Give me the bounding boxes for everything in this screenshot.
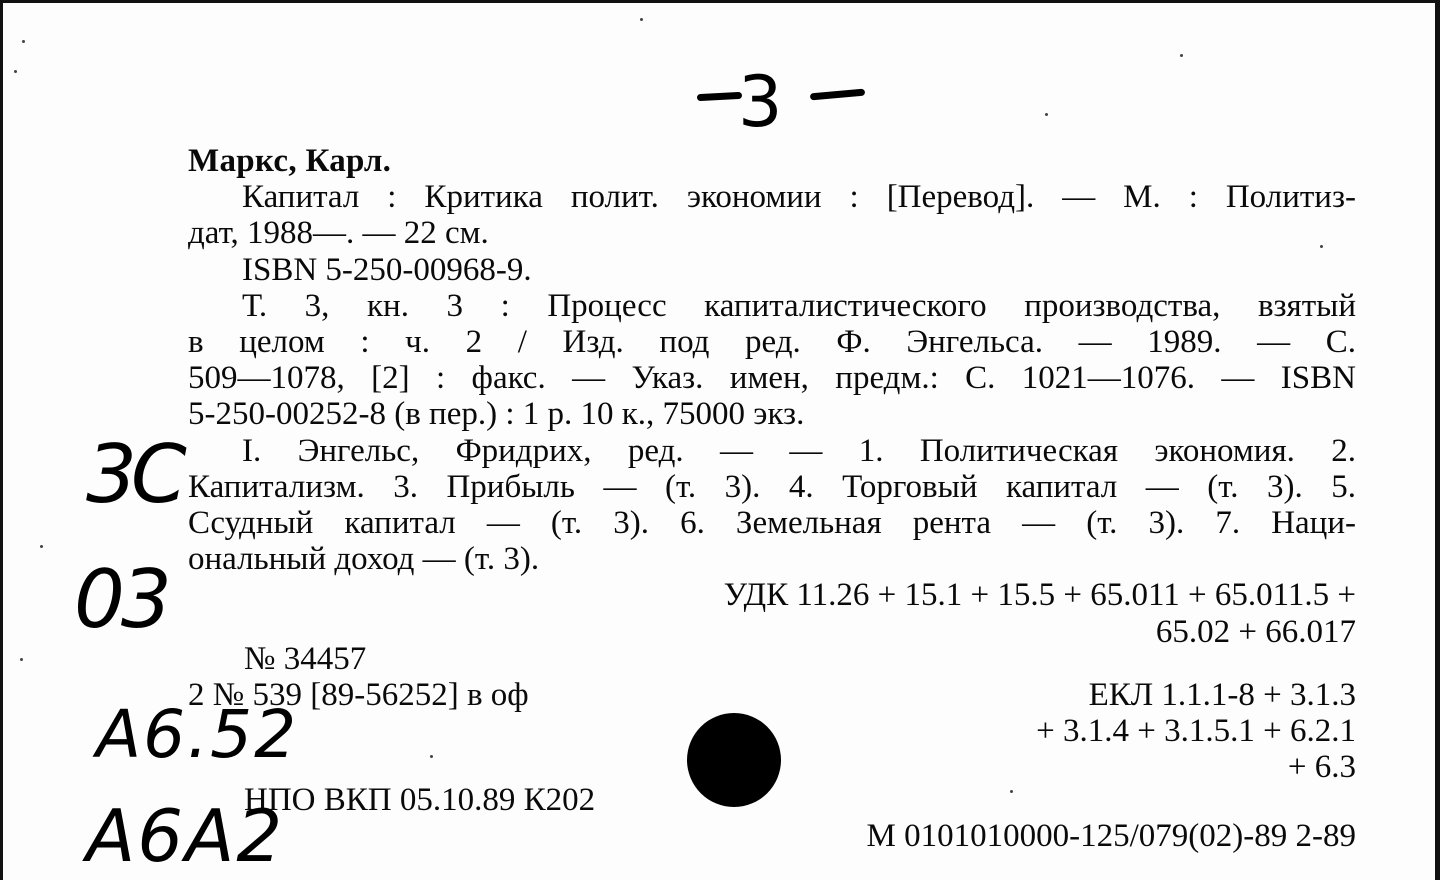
ekl-line-3: + 6.3 <box>1287 749 1356 785</box>
publisher-stamp: НПО ВКП 05.10.89 К202 <box>244 782 596 818</box>
order-info: 2 № 539 [89-56252] в оф <box>188 677 529 713</box>
volume-line-1: Т. 3, кн. 3 : Процесс капиталистического производства, взятый <box>242 287 1356 324</box>
handwritten-note-a6a2: А6А2 <box>86 794 285 878</box>
scan-speck <box>640 18 643 21</box>
scan-speck <box>1045 113 1048 116</box>
scan-speck <box>14 70 17 73</box>
scan-speck <box>22 40 25 43</box>
handwritten-note-3c: 3C <box>86 428 181 521</box>
title-line-1: Капитал : Критика полит. экономии : [Перевод]. — М. : Политиз- <box>242 179 1356 216</box>
punch-hole-dot <box>687 713 781 807</box>
card-top-edge <box>0 0 1440 3</box>
subjects-line-1: I. Энгельс, Фридрих, ред. — — 1. Политическая экономия. 2. <box>242 432 1356 469</box>
volume-line-4: 5-250-00252-8 (в пер.) : 1 р. 10 к., 75000 экз. <box>188 396 805 433</box>
scan-speck <box>430 755 433 758</box>
card-left-edge <box>0 0 3 880</box>
scan-speck <box>20 658 23 661</box>
catalog-code: М 0101010000-125/079(02)-89 2-89 <box>866 818 1356 854</box>
volume-line-2: в целом : ч. 2 / Изд. под ред. Ф. Энгельса. — 1989. — С. <box>188 323 1356 360</box>
udk-line-2: 65.02 + 66.017 <box>1155 613 1356 650</box>
volume-line-3: 509—1078, [2] : факс. — Указ. имен, предм.: С. 1021—1076. — ISBN <box>188 360 1356 397</box>
page-number-dash-left <box>697 92 742 101</box>
subjects-line-3: Ссудный капитал — (т. 3). 6. Земельная рента — (т. 3). 7. Наци- <box>188 504 1356 541</box>
page-number-dash-right <box>810 89 865 101</box>
ekl-line-2: + 3.1.4 + 3.1.5.1 + 6.2.1 <box>1036 713 1356 749</box>
scan-speck <box>1010 790 1013 793</box>
ekl-line-1: ЕКЛ 1.1.1-8 + 3.1.3 <box>1088 677 1356 713</box>
scan-speck <box>1320 245 1323 248</box>
scan-speck <box>1180 54 1183 57</box>
card-right-edge <box>1435 0 1440 880</box>
bibliographic-record <box>188 143 1356 650</box>
handwritten-note-03: 03 <box>74 553 168 646</box>
udk-line-1: УДК 11.26 + 15.1 + 15.5 + 65.011 + 65.011.5 + <box>723 577 1356 614</box>
subjects-line-4: ональный доход — (т. 3). <box>188 541 540 578</box>
page-number: 3 <box>738 61 783 143</box>
scan-speck <box>40 545 43 548</box>
handwritten-note-a652: А6.52 <box>96 696 299 773</box>
author-heading: Маркс, Карл. <box>188 143 392 179</box>
title-line-2: дат, 1988—. — 22 см. <box>188 215 489 252</box>
series-isbn: ISBN 5-250-00968-9. <box>242 251 532 288</box>
subjects-line-2: Капитализм. 3. Прибыль — (т. 3). 4. Торговый капитал — (т. 3). 5. <box>188 468 1356 505</box>
record-number: № 34457 <box>244 641 367 677</box>
